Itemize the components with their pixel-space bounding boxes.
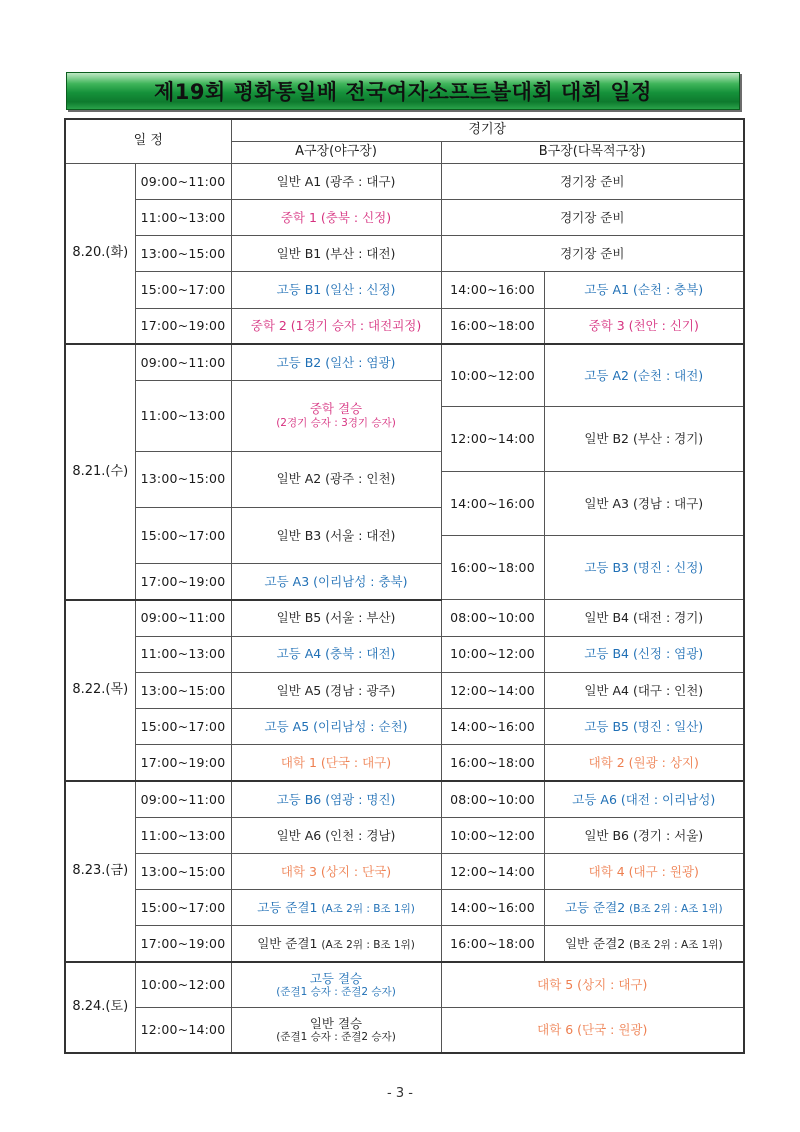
game-cell-b: 중학 3 (천안 : 신기)	[544, 308, 744, 344]
b-time-cell: 16:00~18:00	[441, 926, 544, 962]
b-time-cell: 14:00~16:00	[441, 890, 544, 926]
game-note: (A조 2위 : B조 1위)	[321, 938, 415, 951]
table-row	[65, 926, 744, 962]
b-time-cell: 16:00~18:00	[441, 308, 544, 344]
game-cell-b: 일반 B4 (대전 : 경기)	[544, 600, 744, 636]
game-cell-b: 고등 A2 (순천 : 대전)	[544, 344, 744, 406]
game-cell-b: 경기장 준비	[441, 236, 744, 272]
game-cell-a: 일반 B1 (부산 : 대전)	[231, 236, 441, 272]
table-row	[65, 308, 744, 344]
game-cell-b: 고등 A6 (대전 : 이리남성)	[544, 781, 744, 817]
date-cell: 8.20.(화)	[65, 163, 135, 344]
time-cell: 13:00~15:00	[135, 236, 231, 272]
time-cell: 13:00~15:00	[135, 853, 231, 889]
game-cell-b: 일반 B2 (부산 : 경기)	[544, 407, 744, 471]
b-time-cell: 14:00~16:00	[441, 709, 544, 745]
schedule-table	[64, 118, 745, 1054]
game-cell-b: 대학 4 (대구 : 원광)	[544, 853, 744, 889]
game-cell-a	[231, 926, 441, 962]
game-cell-b: 고등 B3 (명진 : 신정)	[544, 536, 744, 600]
time-cell: 13:00~15:00	[135, 672, 231, 708]
table-row	[65, 636, 744, 672]
header-row	[65, 119, 744, 141]
time-cell: 10:00~12:00	[135, 962, 231, 1007]
game-cell-b: 고등 B4 (신정 : 염광)	[544, 636, 744, 672]
game-cell-a: 고등 B6 (염광 : 명진)	[231, 781, 441, 817]
game-cell-b: 대학 5 (상지 : 대구)	[441, 962, 744, 1007]
game-cell-a: 고등 A5 (이리남성 : 순천)	[231, 709, 441, 745]
game-cell-a: 일반 A5 (경남 : 광주)	[231, 672, 441, 708]
table-row	[65, 781, 744, 817]
game-cell-b	[544, 926, 744, 962]
table-row	[65, 890, 744, 926]
date-cell: 8.23.(금)	[65, 781, 135, 962]
game-title: 중학 결승	[309, 401, 363, 417]
table-row	[65, 344, 744, 380]
date-cell: 8.24.(토)	[65, 962, 135, 1053]
time-cell: 15:00~17:00	[135, 709, 231, 745]
schedule-header: 일 정	[65, 119, 231, 163]
game-cell-a: 중학 2 (1경기 승자 : 대전괴정)	[231, 308, 441, 344]
game-title: 고등 준결2	[564, 899, 626, 915]
game-note: (2경기 승자 : 3경기 승자)	[276, 417, 396, 430]
table-row	[65, 745, 744, 781]
time-cell: 09:00~11:00	[135, 344, 231, 380]
game-cell-b: 고등 A1 (순천 : 충북)	[544, 272, 744, 308]
game-title: 고등 준결1	[257, 899, 318, 915]
time-cell: 13:00~15:00	[135, 451, 231, 507]
time-cell: 17:00~19:00	[135, 564, 231, 600]
b-time-cell: 08:00~10:00	[441, 781, 544, 817]
table-row	[65, 200, 744, 236]
game-cell-a	[231, 890, 441, 926]
game-cell-a: 일반 B5 (서울 : 부산)	[231, 600, 441, 636]
page-number: - 3 -	[387, 1086, 413, 1101]
table-row	[65, 962, 744, 1007]
game-cell-a	[231, 1007, 441, 1053]
table-row	[65, 817, 744, 853]
game-cell-b: 일반 A4 (대구 : 인천)	[544, 672, 744, 708]
game-cell-a: 고등 B1 (일산 : 신정)	[231, 272, 441, 308]
b-time-cell: 14:00~16:00	[441, 471, 544, 535]
game-cell-a	[231, 381, 441, 451]
game-cell-a: 고등 A4 (충북 : 대전)	[231, 636, 441, 672]
date-cell: 8.22.(목)	[65, 600, 135, 781]
table-row	[65, 236, 744, 272]
table-row	[65, 272, 744, 308]
game-title: 고등 결승	[309, 970, 363, 986]
time-cell: 15:00~17:00	[135, 507, 231, 563]
game-cell-b: 경기장 준비	[441, 200, 744, 236]
b-time-cell: 12:00~14:00	[441, 672, 544, 708]
b-time-cell: 08:00~10:00	[441, 600, 544, 636]
table-row	[65, 853, 744, 889]
time-cell: 11:00~13:00	[135, 381, 231, 451]
game-cell-b: 고등 B5 (명진 : 일산)	[544, 709, 744, 745]
game-note: (B조 2위 : A조 1위)	[629, 938, 723, 951]
game-cell-a: 대학 3 (상지 : 단국)	[231, 853, 441, 889]
b-time-cell: 10:00~12:00	[441, 817, 544, 853]
game-cell-a: 일반 A2 (광주 : 인천)	[231, 451, 441, 507]
field-a-header: A구장(야구장)	[231, 141, 441, 163]
game-note: (준결1 승자 : 준결2 승자)	[276, 1031, 396, 1044]
game-cell-a: 고등 A3 (이리남성 : 충북)	[231, 564, 441, 600]
game-cell-a: 중학 1 (충북 : 신정)	[231, 200, 441, 236]
game-cell-a: 대학 1 (단국 : 대구)	[231, 745, 441, 781]
game-cell-b: 일반 B6 (경기 : 서울)	[544, 817, 744, 853]
game-cell-b: 경기장 준비	[441, 163, 744, 199]
time-cell: 17:00~19:00	[135, 926, 231, 962]
game-note: (준결1 승자 : 준결2 승자)	[276, 986, 396, 999]
b-time-cell: 14:00~16:00	[441, 272, 544, 308]
table-row	[65, 163, 744, 199]
game-cell-a	[231, 962, 441, 1007]
time-cell: 15:00~17:00	[135, 890, 231, 926]
title-banner	[66, 72, 740, 110]
b-time-cell: 12:00~14:00	[441, 853, 544, 889]
game-cell-b: 일반 A3 (경남 : 대구)	[544, 471, 744, 535]
b-time-cell: 16:00~18:00	[441, 536, 544, 600]
game-cell-b: 대학 2 (원광 : 상지)	[544, 745, 744, 781]
time-cell: 09:00~11:00	[135, 781, 231, 817]
game-cell-a: 일반 B3 (서울 : 대전)	[231, 507, 441, 563]
game-title: 일반 결승	[309, 1015, 363, 1031]
time-cell: 15:00~17:00	[135, 272, 231, 308]
table-row	[65, 1007, 744, 1053]
time-cell: 12:00~14:00	[135, 1007, 231, 1053]
b-time-cell: 12:00~14:00	[441, 407, 544, 471]
b-time-cell: 16:00~18:00	[441, 745, 544, 781]
game-note: (A조 2위 : B조 1위)	[321, 902, 415, 915]
table-row	[65, 672, 744, 708]
time-cell: 09:00~11:00	[135, 600, 231, 636]
table-row	[65, 600, 744, 636]
table-row	[65, 709, 744, 745]
time-cell: 17:00~19:00	[135, 308, 231, 344]
venue-header: 경기장	[231, 119, 744, 141]
game-cell-a: 일반 A1 (광주 : 대구)	[231, 163, 441, 199]
time-cell: 11:00~13:00	[135, 636, 231, 672]
field-b-header: B구장(다목적구장)	[441, 141, 744, 163]
time-cell: 17:00~19:00	[135, 745, 231, 781]
time-cell: 09:00~11:00	[135, 163, 231, 199]
page-title: 제19회 평화통일배 전국여자소프트볼대회 대회 일정	[154, 80, 652, 104]
date-cell: 8.21.(수)	[65, 344, 135, 600]
game-note: (B조 2위 : A조 1위)	[629, 902, 723, 915]
b-time-cell: 10:00~12:00	[441, 344, 544, 406]
game-cell-b	[544, 890, 744, 926]
b-time-cell: 10:00~12:00	[441, 636, 544, 672]
time-cell: 11:00~13:00	[135, 817, 231, 853]
time-cell: 11:00~13:00	[135, 200, 231, 236]
game-cell-a: 고등 B2 (일산 : 염광)	[231, 344, 441, 380]
game-title: 일반 준결1	[257, 935, 318, 951]
game-title: 일반 준결2	[564, 935, 626, 951]
game-cell-b: 대학 6 (단국 : 원광)	[441, 1007, 744, 1053]
game-cell-a: 일반 A6 (인천 : 경남)	[231, 817, 441, 853]
